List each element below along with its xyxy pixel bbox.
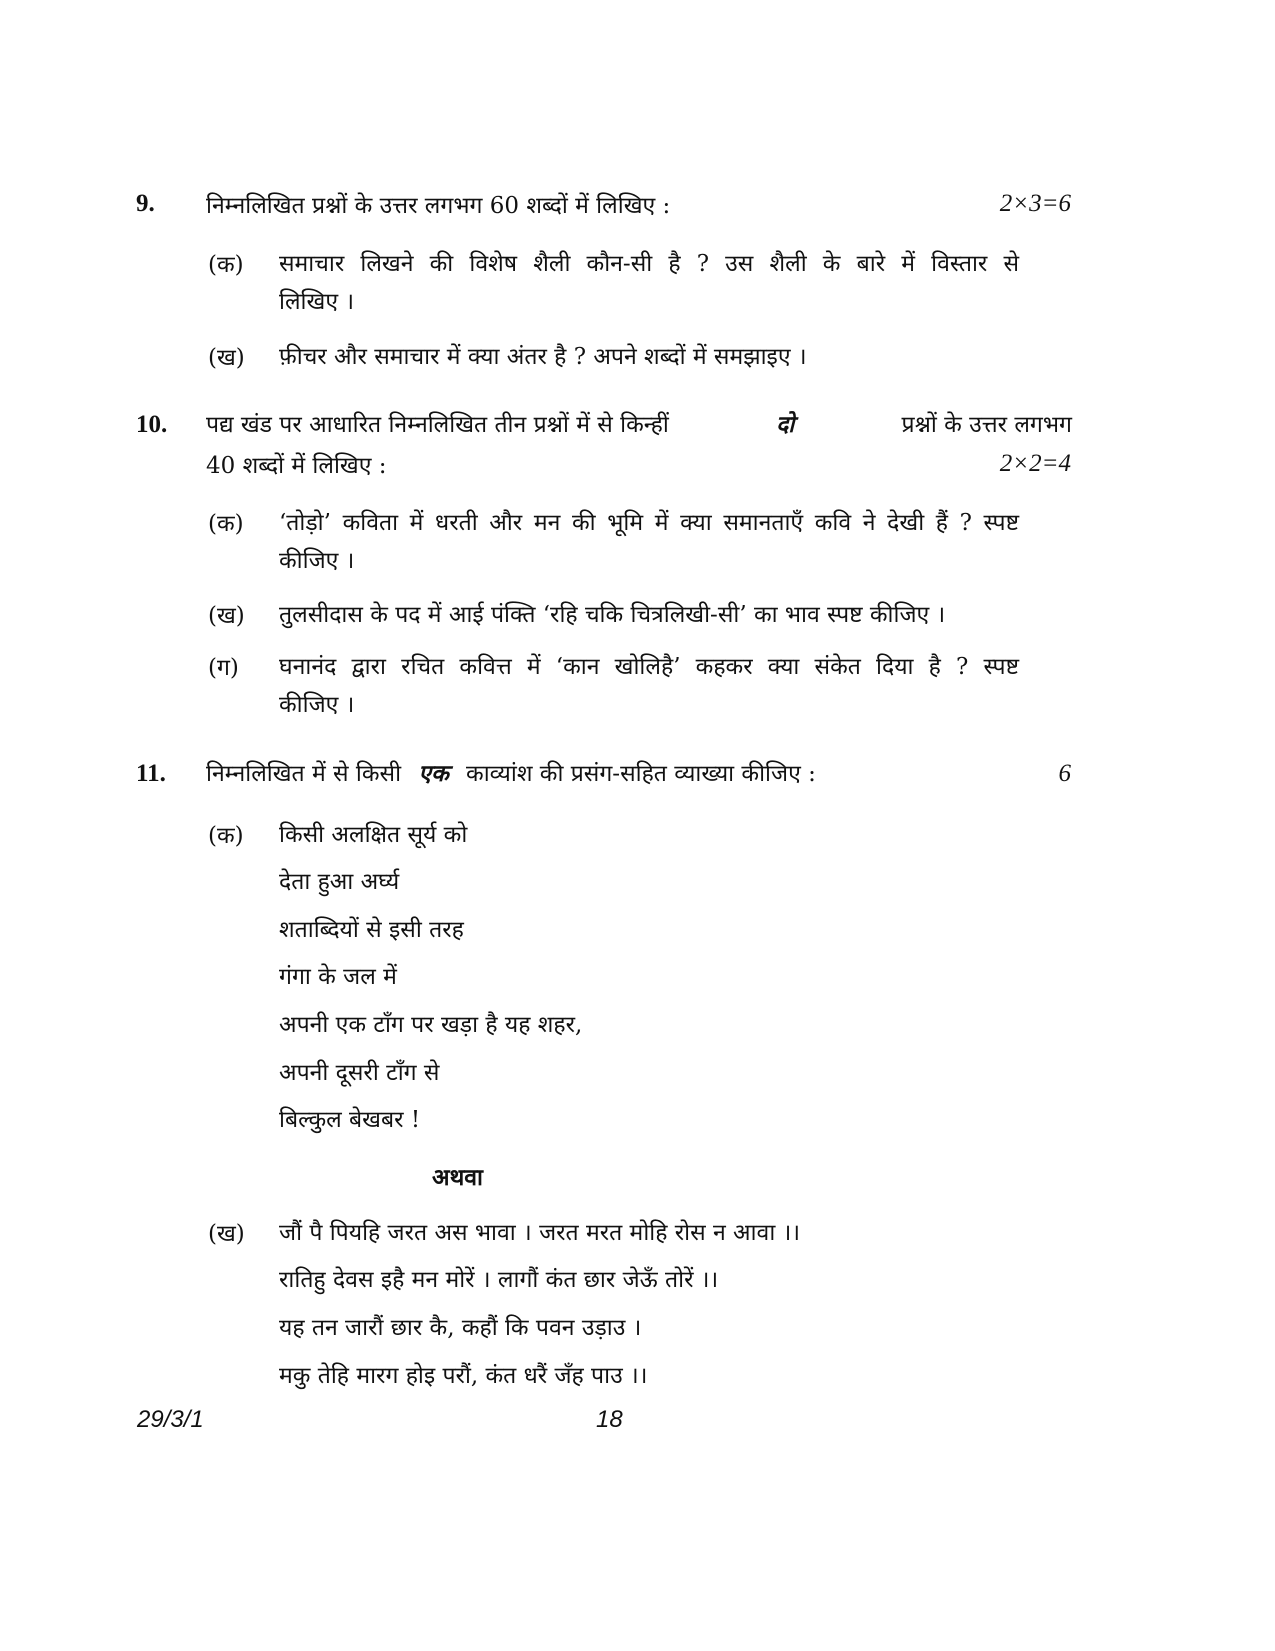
question-number: 10.: [136, 411, 168, 438]
question-marks: 2×2=4: [999, 450, 1071, 477]
question-number: 9.: [136, 190, 155, 217]
question-number: 11.: [136, 760, 166, 787]
instruction-text: काव्यांश की प्रसंग-सहित व्याख्या कीजिए :: [466, 761, 816, 787]
page-number: 18: [596, 1406, 623, 1433]
question-instruction-line2: 40 शब्दों में लिखिए :: [206, 453, 387, 479]
instruction-emphasis: दो: [776, 411, 795, 438]
part-text: कीजिए ।: [279, 692, 355, 718]
poem-line: गंगा के जल में: [279, 964, 397, 990]
instruction-emphasis: एक: [418, 760, 449, 787]
question-instruction: [206, 407, 1072, 443]
paper-code: 29/3/1: [137, 1406, 204, 1433]
part-text: फ़ीचर और समाचार में क्या अंतर है ? अपने शब्दों में समझाइए ।: [279, 344, 807, 370]
poem-line: शताब्दियों से इसी तरह: [279, 917, 464, 943]
or-divider: अथवा: [432, 1164, 484, 1191]
instruction-text: पद्य खंड पर आधारित निम्नलिखित तीन प्रश्नों में से किन्हीं: [206, 412, 669, 438]
part-label: (क): [208, 511, 244, 537]
poem-line: किसी अलक्षित सूर्य को: [279, 822, 468, 848]
poem-line: मकु तेहि मारग होइ परौं, कंत धरैं जँह पाउ ।।: [279, 1363, 648, 1389]
part-text: समाचार लिखने की विशेष शैली कौन-सी है ? उस शैली के बारे में विस्तार से: [279, 251, 1019, 277]
poem-line: रातिहु देवस इहै मन मोरें । लागौं कंत छार जेऊँ तोरें ।।: [279, 1267, 719, 1293]
part-label: (क): [208, 252, 244, 278]
part-label: (ख): [208, 603, 245, 629]
poem-line: अपनी एक टाँग पर खड़ा है यह शहर,: [279, 1012, 583, 1038]
question-instruction: [206, 756, 816, 792]
poem-line: यह तन जारौं छार कै, कहौं कि पवन उड़ाउ ।: [279, 1315, 642, 1341]
part-text: लिखिए ।: [279, 289, 355, 315]
part-text: ‘तोड़ो’ कविता में धरती और मन की भूमि में क्या समानताएँ कवि ने देखी हैं ? स्पष्ट: [279, 510, 1019, 536]
part-text: घनानंद द्वारा रचित कवित्त में ‘कान खोलिहै’ कहकर क्या संकेत दिया है ? स्पष्ट: [279, 654, 1019, 680]
poem-line: अपनी दूसरी टाँग से: [279, 1060, 440, 1086]
poem-line: जौं पै पियहि जरत अस भावा । जरत मरत मोहि रोस न आवा ।।: [279, 1220, 801, 1246]
part-label: (ख): [208, 345, 245, 371]
question-marks: 6: [1058, 760, 1071, 787]
question-instruction: निम्नलिखित प्रश्नों के उत्तर लगभग 60 शब्दों में लिखिए :: [206, 193, 671, 219]
part-text: कीजिए ।: [279, 548, 355, 574]
instruction-text: प्रश्नों के उत्तर लगभग: [901, 412, 1072, 438]
part-text: तुलसीदास के पद में आई पंक्ति ‘रहि चकि चित्रलिखी-सी’ का भाव स्पष्ट कीजिए ।: [279, 602, 946, 628]
part-label: (क): [208, 823, 244, 849]
poem-line: देता हुआ अर्घ्य: [279, 869, 400, 895]
part-label: (ख): [208, 1221, 245, 1247]
part-label: (ग): [208, 655, 239, 681]
instruction-text: निम्नलिखित में से किसी: [206, 761, 402, 787]
poem-line: बिल्कुल बेखबर !: [279, 1107, 421, 1133]
question-marks: 2×3=6: [999, 190, 1071, 217]
